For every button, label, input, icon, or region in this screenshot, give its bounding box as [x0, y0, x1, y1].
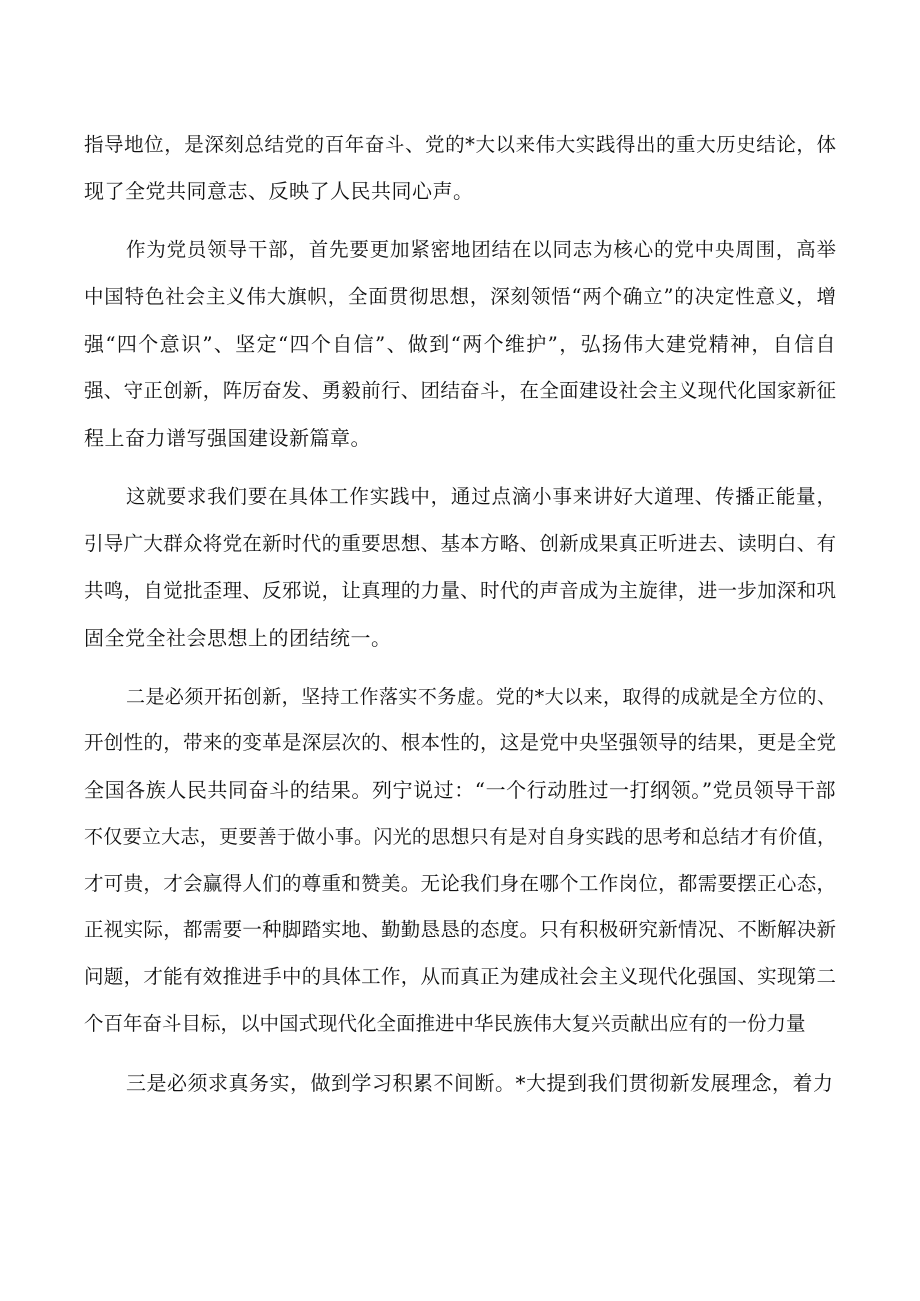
paragraph-1-line-1: 指导地位，是深刻总结党的百年奋斗、党的*大以来伟大实践得出的重大历史结论，体: [84, 133, 836, 156]
paragraph-4-line-3: 全国各族人民共同奋斗的结果。列宁说过：“一个行动胜过一打纲领。”党员领导干部: [84, 778, 836, 802]
paragraph-1-line-2: 现了全党共同意志、反映了人民共同心声。: [84, 179, 474, 203]
paragraph-4-line-5: 才可贵，才会赢得人们的尊重和赞美。无论我们身在哪个工作岗位，都需要摆正心态，: [84, 872, 836, 895]
paragraph-4-line-7: 问题，才能有效推进手中的具体工作，从而真正为建成社会主义现代化强国、实现第二: [84, 965, 836, 988]
paragraph-4-line-4: 不仅要立大志，更要善于做小事。闪光的思想只有是对自身实践的思考和总结才有价值，: [84, 826, 836, 848]
paragraph-3-line-3: 共鸣，自觉批歪理、反邪说，让真理的力量、时代的声音成为主旋律，进一步加深和巩: [84, 579, 836, 602]
paragraph-3-line-1: 这就要求我们要在具体工作实践中，通过点滴小事来讲好大道理、传播正能量，: [126, 485, 836, 508]
paragraph-3-line-2: 引导广大群众将党在新时代的重要思想、基本方略、创新成果真正听进去、读明白、有: [84, 532, 836, 555]
paragraph-5-line-1: 三是必须求真务实，做到学习积累不间断。*大提到我们贯彻新发展理念，着力: [126, 1071, 834, 1095]
paragraph-4-line-1: 二是必须开拓创新，坚持工作落实不务虚。党的*大以来，取得的成就是全方位的、: [126, 686, 836, 708]
paragraph-4-line-6: 正视实际，都需要一种脚踏实地、勤勤恳恳的态度。只有积极研究新情况、不断解决新: [84, 918, 836, 941]
paragraph-4-line-8: 个百年奋斗目标，以中国式现代化全面推进中华民族伟大复兴贡献出应有的一份力量: [84, 1012, 806, 1035]
paragraph-2-line-1: 作为党员领导干部，首先要更加紧密地团结在以同志为核心的党中央周围，高举: [126, 238, 836, 261]
paragraph-2-line-2: 中国特色社会主义伟大旗帜，全面贯彻思想，深刻领悟“两个确立”的决定性意义，增: [84, 285, 836, 308]
paragraph-2-line-4: 强、守正创新，阵厉奋发、勇毅前行、团结奋斗，在全面建设社会主义现代化国家新征: [84, 379, 836, 402]
paragraph-2-line-3: 强“四个意识”、坚定“四个自信”、做到“两个维护”，弘扬伟大建党精神，自信自: [84, 332, 836, 356]
paragraph-4-line-2: 开创性的，带来的变革是深层次的、根本性的，这是党中央坚强领导的结果，更是全党: [84, 731, 836, 754]
paragraph-3-line-4: 固全党全社会思想上的团结统一。: [84, 626, 392, 650]
paragraph-2-line-5: 程上奋力谱写强国建设新篇章。: [84, 426, 371, 450]
